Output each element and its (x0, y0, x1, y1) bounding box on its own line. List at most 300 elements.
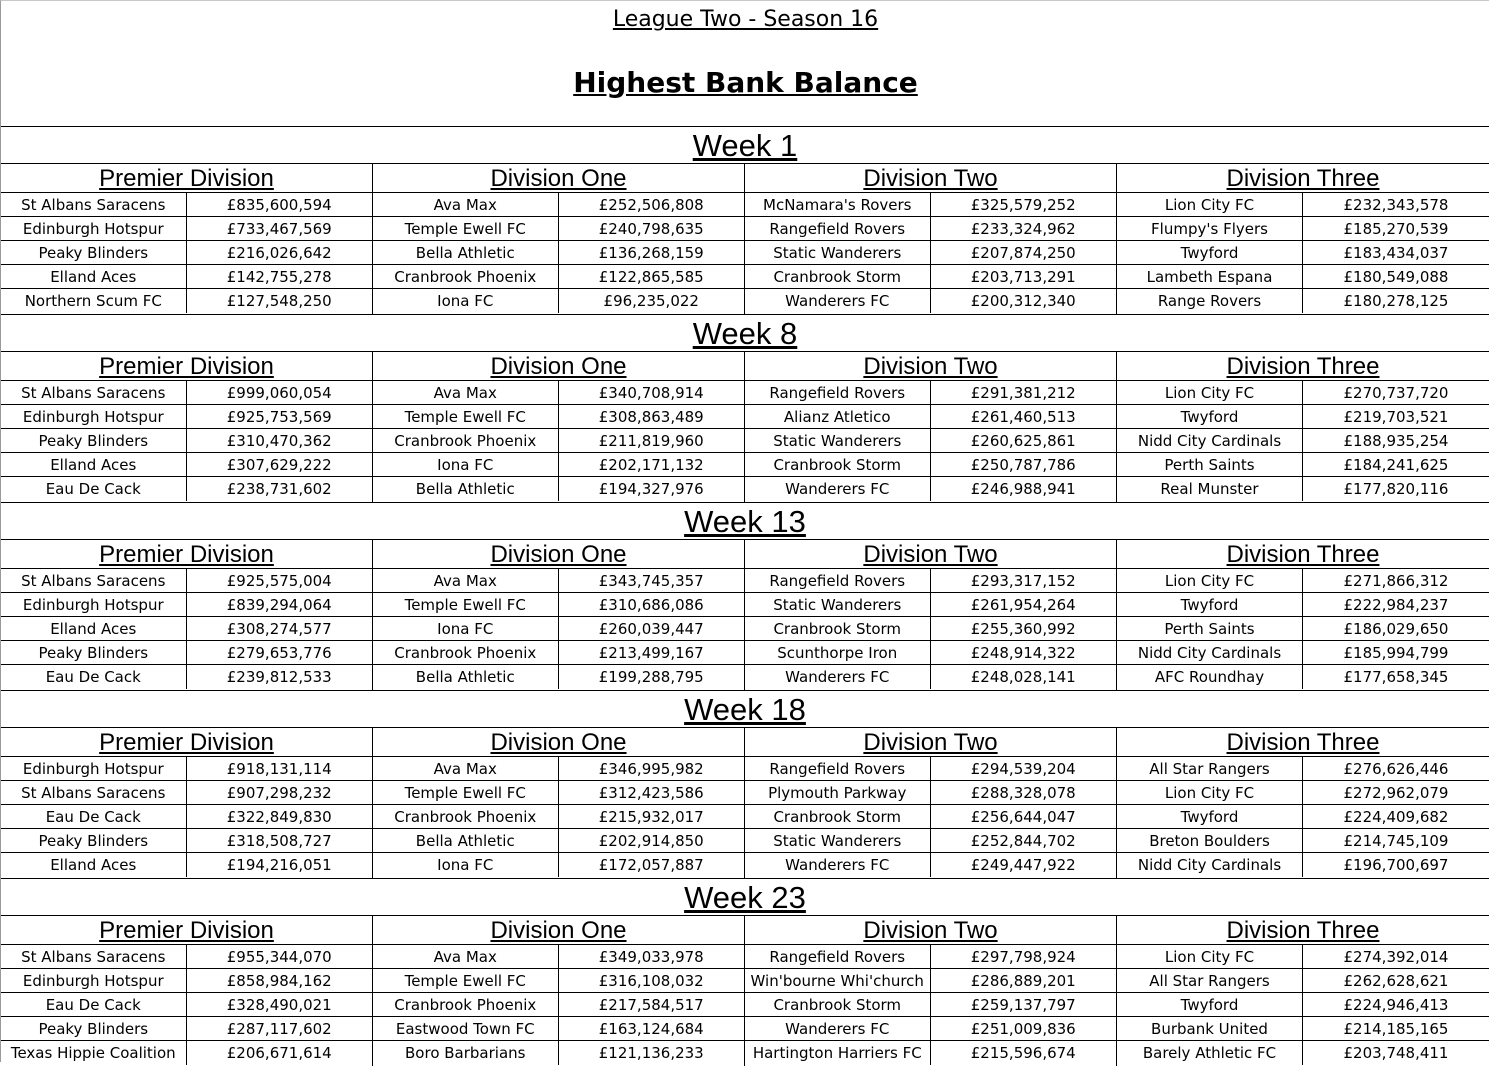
table-row (745, 617, 1116, 641)
table-row (1, 477, 372, 501)
balance-cell[interactable]: £252,506,808 (598, 196, 704, 214)
balance-cell[interactable]: £328,490,021 (226, 996, 332, 1014)
table-row (1, 993, 372, 1017)
balance-cell[interactable]: £261,460,513 (970, 408, 1076, 426)
balance-cell[interactable]: £310,686,086 (598, 596, 704, 614)
team-name-cell[interactable]: Edinburgh Hotspur (1, 757, 187, 780)
team-name-cell[interactable]: Burbank United (1117, 1017, 1303, 1040)
team-name-cell[interactable]: Ava Max (373, 757, 559, 780)
balance-cell[interactable]: £260,625,861 (970, 432, 1076, 450)
balance-cell[interactable]: £925,575,004 (226, 572, 332, 590)
table-row (1117, 477, 1489, 501)
divisions-row (1, 916, 1489, 1066)
balance-cell[interactable]: £215,596,674 (970, 1044, 1076, 1062)
team-name-cell[interactable]: Static Wanderers (745, 829, 931, 852)
balance-cell[interactable]: £224,409,682 (1343, 808, 1449, 826)
balance-cell[interactable]: £222,984,237 (1343, 596, 1449, 614)
balance-cell[interactable]: £274,392,014 (1343, 948, 1449, 966)
team-name-cell[interactable]: All Star Rangers (1117, 757, 1303, 780)
team-name-cell[interactable]: Texas Hippie Coalition (1, 1041, 187, 1065)
table-row (1117, 993, 1489, 1017)
balance-cell[interactable]: £276,626,446 (1343, 760, 1449, 778)
balance-cell[interactable]: £918,131,114 (226, 760, 332, 778)
team-name-cell[interactable]: Temple Ewell FC (373, 593, 559, 616)
team-name-cell[interactable]: McNamara's Rovers (745, 193, 931, 216)
team-name-cell[interactable]: Lion City FC (1117, 781, 1303, 804)
table-row (373, 1041, 744, 1065)
balance-cell[interactable]: £180,278,125 (1343, 292, 1449, 310)
team-name-cell[interactable]: Cranbrook Storm (745, 265, 931, 288)
balance-cell[interactable]: £238,731,602 (226, 480, 332, 498)
balance-cell[interactable]: £207,874,250 (970, 244, 1076, 262)
week-title: Week 8 (1, 315, 1489, 352)
team-name-cell[interactable]: Lion City FC (1117, 945, 1303, 968)
table-row (745, 665, 1116, 689)
team-name-cell[interactable]: Ava Max (373, 569, 559, 592)
balance-cell[interactable]: £307,629,222 (226, 456, 332, 474)
team-name-cell[interactable]: Elland Aces (1, 617, 187, 640)
team-name-cell[interactable]: Cranbrook Storm (745, 617, 931, 640)
table-row (745, 429, 1116, 453)
division-title: Division Two (745, 916, 1116, 945)
team-name-cell[interactable]: St Albans Saracens (1, 945, 187, 968)
balance-cell[interactable]: £907,298,232 (226, 784, 332, 802)
team-name-cell[interactable]: Peaky Blinders (1, 241, 187, 264)
balance-cell[interactable]: £261,954,264 (970, 596, 1076, 614)
balance-cell[interactable]: £121,136,233 (598, 1044, 704, 1062)
table-row (745, 853, 1116, 877)
team-name-cell[interactable]: Elland Aces (1, 265, 187, 288)
table-row (1, 569, 372, 593)
balance-cell[interactable]: £185,270,539 (1343, 220, 1449, 238)
table-row (1117, 593, 1489, 617)
weeks-container (1, 126, 1489, 1066)
team-name-cell[interactable]: Bella Athletic (373, 829, 559, 852)
team-name-cell[interactable]: Ava Max (373, 193, 559, 216)
division-table (1, 164, 373, 314)
balance-cell[interactable]: £310,470,362 (226, 432, 332, 450)
balance-cell[interactable]: £214,745,109 (1343, 832, 1449, 850)
table-row (373, 757, 744, 781)
balance-cell[interactable]: £248,914,322 (970, 644, 1076, 662)
team-name-cell[interactable]: AFC Roundhay (1117, 665, 1303, 689)
balance-cell[interactable]: £233,324,962 (970, 220, 1076, 238)
team-name-cell[interactable]: Ava Max (373, 381, 559, 404)
team-name-cell[interactable]: Iona FC (373, 453, 559, 476)
team-name-cell[interactable]: Bella Athletic (373, 665, 559, 689)
balance-cell[interactable]: £925,753,569 (226, 408, 332, 426)
team-name-cell[interactable]: St Albans Saracens (1, 193, 187, 216)
balance-cell[interactable]: £202,914,850 (598, 832, 704, 850)
division-title: Premier Division (1, 916, 372, 945)
team-name-cell[interactable]: Hartington Harriers FC (745, 1041, 931, 1065)
team-name-cell[interactable]: Iona FC (373, 289, 559, 313)
table-row (745, 829, 1116, 853)
balance-cell[interactable]: £259,137,797 (970, 996, 1076, 1014)
balance-cell[interactable]: £216,026,642 (226, 244, 332, 262)
divisions-row (1, 352, 1489, 502)
team-name-cell[interactable]: St Albans Saracens (1, 781, 187, 804)
table-row (1, 593, 372, 617)
table-row (745, 381, 1116, 405)
team-name-cell[interactable]: Static Wanderers (745, 429, 931, 452)
team-name-cell[interactable]: Eau De Cack (1, 805, 187, 828)
balance-cell[interactable]: £163,124,684 (598, 1020, 704, 1038)
team-name-cell[interactable]: Bella Athletic (373, 241, 559, 264)
team-name-cell[interactable]: Edinburgh Hotspur (1, 405, 187, 428)
team-name-cell[interactable]: Temple Ewell FC (373, 405, 559, 428)
team-name-cell[interactable]: Lion City FC (1117, 193, 1303, 216)
balance-cell[interactable]: £325,579,252 (970, 196, 1076, 214)
division-title: Division Three (1117, 164, 1489, 193)
team-name-cell[interactable]: Alianz Atletico (745, 405, 931, 428)
table-row (1, 405, 372, 429)
team-name-cell[interactable]: Twyford (1117, 241, 1303, 264)
table-row (745, 405, 1116, 429)
team-name-cell[interactable]: Static Wanderers (745, 593, 931, 616)
table-row (745, 641, 1116, 665)
balance-cell[interactable]: £308,274,577 (226, 620, 332, 638)
table-row (1117, 453, 1489, 477)
balance-cell[interactable]: £839,294,064 (226, 596, 332, 614)
report-title: Highest Bank Balance (573, 66, 918, 99)
balance-cell[interactable]: £291,381,212 (970, 384, 1076, 402)
balance-cell[interactable]: £177,820,116 (1343, 480, 1449, 498)
balance-cell[interactable]: £96,235,022 (603, 292, 699, 310)
balance-cell[interactable]: £287,117,602 (226, 1020, 332, 1038)
table-row (373, 781, 744, 805)
team-name-cell[interactable]: Wanderers FC (745, 853, 931, 877)
balance-cell[interactable]: £185,994,799 (1343, 644, 1449, 662)
balance-cell[interactable]: £172,057,887 (598, 856, 704, 874)
balance-cell[interactable]: £202,171,132 (598, 456, 704, 474)
division-table (1, 540, 373, 690)
balance-cell[interactable]: £294,539,204 (970, 760, 1076, 778)
table-row (1117, 617, 1489, 641)
division-table (1117, 916, 1489, 1066)
table-row (1117, 805, 1489, 829)
week-section (1, 314, 1489, 502)
team-name-cell[interactable]: Flumpy's Flyers (1117, 217, 1303, 240)
week-title: Week 13 (1, 503, 1489, 540)
table-row (745, 477, 1116, 501)
balance-cell[interactable]: £256,644,047 (970, 808, 1076, 826)
balance-cell[interactable]: £270,737,720 (1343, 384, 1449, 402)
team-name-cell[interactable]: Peaky Blinders (1, 429, 187, 452)
table-row (745, 1017, 1116, 1041)
team-name-cell[interactable]: St Albans Saracens (1, 381, 187, 404)
balance-cell[interactable]: £199,288,795 (598, 668, 704, 686)
table-row (1117, 945, 1489, 969)
team-name-cell[interactable]: Wanderers FC (745, 665, 931, 689)
team-name-cell[interactable]: Cranbrook Storm (745, 453, 931, 476)
balance-cell[interactable]: £196,700,697 (1343, 856, 1449, 874)
division-table (1, 728, 373, 878)
team-name-cell[interactable]: Wanderers FC (745, 289, 931, 313)
division-title: Premier Division (1, 540, 372, 569)
team-name-cell[interactable]: Nidd City Cardinals (1117, 641, 1303, 664)
division-table (745, 728, 1117, 878)
table-row (1117, 853, 1489, 877)
team-name-cell[interactable]: Eastwood Town FC (373, 1017, 559, 1040)
team-name-cell[interactable]: Rangefield Rovers (745, 381, 931, 404)
team-name-cell[interactable]: Plymouth Parkway (745, 781, 931, 804)
team-name-cell[interactable]: All Star Rangers (1117, 969, 1303, 992)
team-name-cell[interactable]: Edinburgh Hotspur (1, 217, 187, 240)
table-row (745, 805, 1116, 829)
balance-cell[interactable]: £349,033,978 (598, 948, 704, 966)
team-name-cell[interactable]: Cranbrook Phoenix (373, 641, 559, 664)
team-name-cell[interactable]: Ava Max (373, 945, 559, 968)
balance-cell[interactable]: £142,755,278 (226, 268, 332, 286)
table-row (1, 781, 372, 805)
table-row (1, 241, 372, 265)
division-table (1117, 352, 1489, 502)
team-name-cell[interactable]: Wanderers FC (745, 1017, 931, 1040)
team-name-cell[interactable]: Lion City FC (1117, 569, 1303, 592)
balance-cell[interactable]: £203,748,411 (1343, 1044, 1449, 1062)
team-name-cell[interactable]: Nidd City Cardinals (1117, 429, 1303, 452)
table-row (1117, 405, 1489, 429)
team-name-cell[interactable]: Cranbrook Storm (745, 993, 931, 1016)
balance-cell[interactable]: £217,584,517 (598, 996, 704, 1014)
table-row (1117, 289, 1489, 313)
table-row (373, 641, 744, 665)
team-name-cell[interactable]: Real Munster (1117, 477, 1303, 501)
table-row (373, 829, 744, 853)
team-name-cell[interactable]: Rangefield Rovers (745, 217, 931, 240)
team-name-cell[interactable]: Twyford (1117, 993, 1303, 1016)
division-table (1117, 164, 1489, 314)
team-name-cell[interactable]: Iona FC (373, 617, 559, 640)
balance-cell[interactable]: £127,548,250 (226, 292, 332, 310)
balance-cell[interactable]: £180,549,088 (1343, 268, 1449, 286)
balance-cell[interactable]: £214,185,165 (1343, 1020, 1449, 1038)
team-name-cell[interactable]: Eau De Cack (1, 477, 187, 501)
balance-cell[interactable]: £186,029,650 (1343, 620, 1449, 638)
team-name-cell[interactable]: Lion City FC (1117, 381, 1303, 404)
team-name-cell[interactable]: Rangefield Rovers (745, 569, 931, 592)
division-table (1, 352, 373, 502)
division-title: Division Three (1117, 916, 1489, 945)
table-row (1, 665, 372, 689)
balance-cell[interactable]: £288,328,078 (970, 784, 1076, 802)
table-row (1, 193, 372, 217)
balance-cell[interactable]: £246,988,941 (970, 480, 1076, 498)
balance-cell[interactable]: £312,423,586 (598, 784, 704, 802)
balance-cell[interactable]: £343,745,357 (598, 572, 704, 590)
division-title: Division Three (1117, 728, 1489, 757)
table-row (1117, 265, 1489, 289)
division-title: Premier Division (1, 728, 372, 757)
division-title: Division One (373, 164, 744, 193)
team-name-cell[interactable]: Static Wanderers (745, 241, 931, 264)
balance-cell[interactable]: £224,946,413 (1343, 996, 1449, 1014)
table-row (1, 289, 372, 313)
team-name-cell[interactable]: Nidd City Cardinals (1117, 853, 1303, 877)
balance-cell[interactable]: £322,849,830 (226, 808, 332, 826)
team-name-cell[interactable]: Northern Scum FC (1, 289, 187, 313)
balance-cell[interactable]: £255,360,992 (970, 620, 1076, 638)
team-name-cell[interactable]: Eau De Cack (1, 993, 187, 1016)
table-row (745, 969, 1116, 993)
balance-cell[interactable]: £260,039,447 (598, 620, 704, 638)
balance-cell[interactable]: £239,812,533 (226, 668, 332, 686)
table-row (1, 969, 372, 993)
balance-cell[interactable]: £188,935,254 (1343, 432, 1449, 450)
team-name-cell[interactable]: Twyford (1117, 805, 1303, 828)
balance-cell[interactable]: £232,343,578 (1343, 196, 1449, 214)
team-name-cell[interactable]: Temple Ewell FC (373, 781, 559, 804)
balance-cell[interactable]: £251,009,836 (970, 1020, 1076, 1038)
division-title: Division Two (745, 540, 1116, 569)
team-name-cell[interactable]: Cranbrook Storm (745, 805, 931, 828)
balance-cell[interactable]: £248,028,141 (970, 668, 1076, 686)
division-table (373, 916, 745, 1066)
balance-cell[interactable]: £177,658,345 (1343, 668, 1449, 686)
balance-cell[interactable]: £203,713,291 (970, 268, 1076, 286)
balance-cell[interactable]: £733,467,569 (226, 220, 332, 238)
team-name-cell[interactable]: Eau De Cack (1, 665, 187, 689)
team-name-cell[interactable]: Cranbrook Phoenix (373, 429, 559, 452)
team-name-cell[interactable]: Elland Aces (1, 853, 187, 877)
balance-cell[interactable]: £271,866,312 (1343, 572, 1449, 590)
table-row (745, 289, 1116, 313)
table-row (373, 665, 744, 689)
balance-cell[interactable]: £240,798,635 (598, 220, 704, 238)
balance-cell[interactable]: £194,327,976 (598, 480, 704, 498)
week-title: Week 1 (1, 127, 1489, 164)
team-name-cell[interactable]: Rangefield Rovers (745, 945, 931, 968)
table-row (745, 193, 1116, 217)
table-row (745, 265, 1116, 289)
team-name-cell[interactable]: Iona FC (373, 853, 559, 877)
table-row (745, 945, 1116, 969)
balance-cell[interactable]: £184,241,625 (1343, 456, 1449, 474)
division-table (373, 164, 745, 314)
team-name-cell[interactable]: Temple Ewell FC (373, 217, 559, 240)
team-name-cell[interactable]: Rangefield Rovers (745, 757, 931, 780)
balance-cell[interactable]: £136,268,159 (598, 244, 704, 262)
balance-cell[interactable]: £206,671,614 (226, 1044, 332, 1062)
team-name-cell[interactable]: Lambeth Espana (1117, 265, 1303, 288)
balance-cell[interactable]: £999,060,054 (226, 384, 332, 402)
team-name-cell[interactable]: St Albans Saracens (1, 569, 187, 592)
table-row (373, 805, 744, 829)
team-name-cell[interactable]: Cranbrook Phoenix (373, 993, 559, 1016)
team-name-cell[interactable]: Wanderers FC (745, 477, 931, 501)
team-name-cell[interactable]: Perth Saints (1117, 453, 1303, 476)
table-row (373, 569, 744, 593)
team-name-cell[interactable]: Bella Athletic (373, 477, 559, 501)
week-section (1, 502, 1489, 690)
division-table (745, 540, 1117, 690)
team-name-cell[interactable]: Cranbrook Phoenix (373, 265, 559, 288)
balance-cell[interactable]: £340,708,914 (598, 384, 704, 402)
balance-cell[interactable]: £219,703,521 (1343, 408, 1449, 426)
team-name-cell[interactable]: Edinburgh Hotspur (1, 969, 187, 992)
table-row (1, 641, 372, 665)
balance-cell[interactable]: £272,962,079 (1343, 784, 1449, 802)
balance-cell[interactable]: £297,798,924 (970, 948, 1076, 966)
balance-cell[interactable]: £249,447,922 (970, 856, 1076, 874)
balance-cell[interactable]: £293,317,152 (970, 572, 1076, 590)
division-title: Division Two (745, 164, 1116, 193)
balance-cell[interactable]: £250,787,786 (970, 456, 1076, 474)
team-name-cell[interactable]: Win'bourne Whi'church (745, 969, 931, 992)
balance-cell[interactable]: £858,984,162 (226, 972, 332, 990)
balance-cell[interactable]: £252,844,702 (970, 832, 1076, 850)
team-name-cell[interactable]: Range Rovers (1117, 289, 1303, 313)
table-row (373, 593, 744, 617)
division-table (373, 540, 745, 690)
team-name-cell[interactable]: Edinburgh Hotspur (1, 593, 187, 616)
week-section (1, 126, 1489, 314)
team-name-cell[interactable]: Peaky Blinders (1, 829, 187, 852)
team-name-cell[interactable]: Twyford (1117, 405, 1303, 428)
divisions-row (1, 164, 1489, 314)
team-name-cell[interactable]: Barely Athletic FC (1117, 1041, 1303, 1065)
division-title: Division One (373, 540, 744, 569)
table-row (1, 617, 372, 641)
table-row (1117, 429, 1489, 453)
divisions-row (1, 728, 1489, 878)
table-row (373, 405, 744, 429)
team-name-cell[interactable]: Perth Saints (1117, 617, 1303, 640)
balance-cell[interactable]: £122,865,585 (598, 268, 704, 286)
team-name-cell[interactable]: Peaky Blinders (1, 641, 187, 664)
balance-cell[interactable]: £346,995,982 (598, 760, 704, 778)
table-row (1117, 1017, 1489, 1041)
team-name-cell[interactable]: Boro Barbarians (373, 1041, 559, 1065)
balance-cell[interactable]: £215,932,017 (598, 808, 704, 826)
team-name-cell[interactable]: Peaky Blinders (1, 1017, 187, 1040)
table-row (373, 241, 744, 265)
table-row (373, 945, 744, 969)
balance-cell[interactable]: £183,434,037 (1343, 244, 1449, 262)
week-title: Week 18 (1, 691, 1489, 728)
balance-cell[interactable]: £200,312,340 (970, 292, 1076, 310)
balance-cell[interactable]: £213,499,167 (598, 644, 704, 662)
division-table (1, 916, 373, 1066)
balance-cell[interactable]: £194,216,051 (226, 856, 332, 874)
balance-cell[interactable]: £318,508,727 (226, 832, 332, 850)
table-row (745, 1041, 1116, 1065)
table-row (373, 381, 744, 405)
division-table (745, 164, 1117, 314)
table-row (1117, 381, 1489, 405)
balance-cell[interactable]: £835,600,594 (226, 196, 332, 214)
team-name-cell[interactable]: Cranbrook Phoenix (373, 805, 559, 828)
team-name-cell[interactable]: Twyford (1117, 593, 1303, 616)
team-name-cell[interactable]: Elland Aces (1, 453, 187, 476)
balance-cell[interactable]: £262,628,621 (1343, 972, 1449, 990)
table-row (1, 381, 372, 405)
balance-cell[interactable]: £286,889,201 (970, 972, 1076, 990)
balance-cell[interactable]: £316,108,032 (598, 972, 704, 990)
table-row (373, 265, 744, 289)
team-name-cell[interactable]: Breton Boulders (1117, 829, 1303, 852)
balance-cell[interactable]: £308,863,489 (598, 408, 704, 426)
team-name-cell[interactable]: Temple Ewell FC (373, 969, 559, 992)
team-name-cell[interactable]: Scunthorpe Iron (745, 641, 931, 664)
divisions-row (1, 540, 1489, 690)
table-row (745, 781, 1116, 805)
balance-cell[interactable]: £279,653,776 (226, 644, 332, 662)
balance-cell[interactable]: £211,819,960 (598, 432, 704, 450)
balance-cell[interactable]: £955,344,070 (226, 948, 332, 966)
table-row (1117, 641, 1489, 665)
